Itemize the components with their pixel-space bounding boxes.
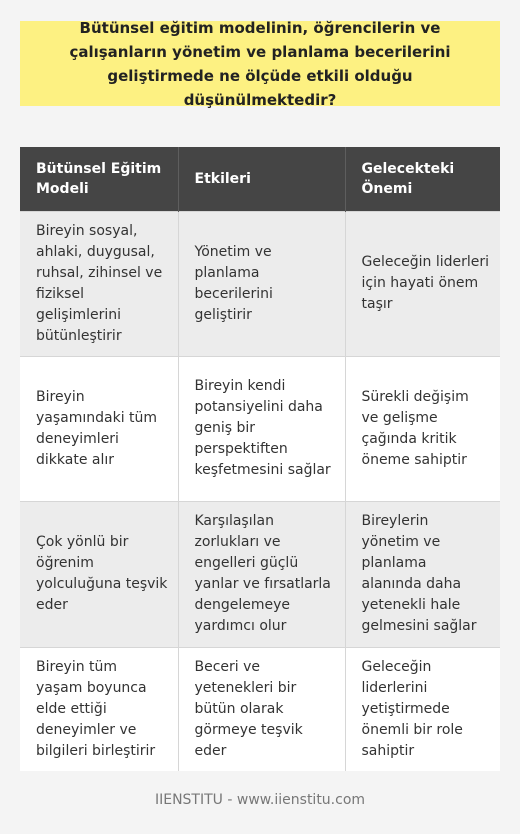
page-title: Bütünsel eğitim modelinin, öğrencilerin ve çalışanların yönetim ve planlama becerilerini geliştirmede ne ölçüde etkili olduğu düşünülmektedir?	[69, 18, 451, 109]
table-row	[20, 356, 500, 501]
column-header: Bütünsel Eğitim Modeli	[20, 147, 178, 211]
table-cell: Bireyin yaşamındaki tüm deneyimleri dikkate alır	[20, 356, 178, 501]
table-cell: Karşılaşılan zorlukları ve engelleri güçlü yanlar ve fırsatlarla dengelemeye yardımcı olur	[178, 501, 345, 647]
column-header: Gelecekteki Önemi	[345, 147, 500, 211]
table-row	[20, 211, 500, 356]
table-row	[20, 647, 500, 771]
table-cell: Yönetim ve planlama becerilerini geliştirir	[178, 211, 345, 356]
table-header-row	[20, 147, 500, 211]
title-banner	[20, 18, 500, 109]
table-cell: Geleceğin liderlerini yetiştirmede önemli bir role sahiptir	[345, 647, 500, 771]
column-header: Etkileri	[178, 147, 345, 211]
table-cell: Geleceğin liderleri için hayati önem taşır	[345, 211, 500, 356]
table-cell: Bireyin kendi potansiyelini daha geniş bir perspektiften keşfetmesini sağlar	[178, 356, 345, 501]
table-cell: Sürekli değişim ve gelişme çağında kritik öneme sahiptir	[345, 356, 500, 501]
table-cell: Beceri ve yetenekleri bir bütün olarak görmeye teşvik eder	[178, 647, 345, 771]
table-cell: Bireyin sosyal, ahlaki, duygusal, ruhsal, zihinsel ve fiziksel gelişimlerini bütünleştirir	[20, 211, 178, 356]
table-row	[20, 501, 500, 647]
table-cell: Bireyin tüm yaşam boyunca elde ettiği deneyimler ve bilgileri birleştirir	[20, 647, 178, 771]
table-cell: Bireylerin yönetim ve planlama alanında daha yetenekli hale gelmesini sağlar	[345, 501, 500, 647]
comparison-table	[20, 147, 500, 771]
table-cell: Çok yönlü bir öğrenim yolculuğuna teşvik eder	[20, 501, 178, 647]
footer-credit: IIENSTITU - www.iienstitu.com	[154, 792, 366, 808]
